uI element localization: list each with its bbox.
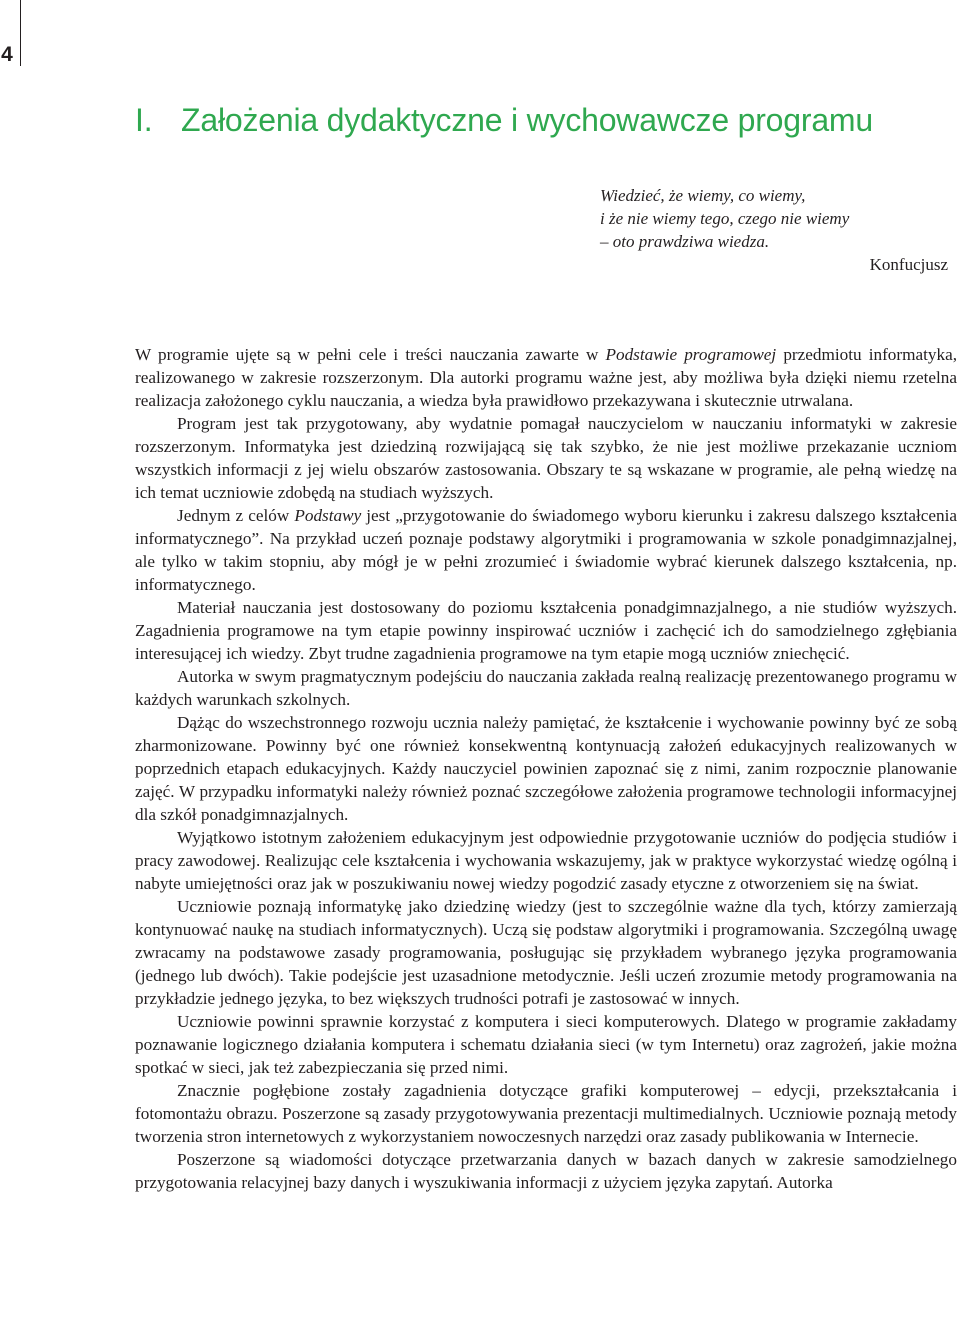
paragraph-text: W programie ujęte są w pełni cele i treści nauczania zawarte w <box>135 345 606 364</box>
chapter-heading <box>135 104 873 136</box>
paragraph-text: Dążąc do wszechstronnego rozwoju ucznia należy pamiętać, że kształcenie i wychowanie powinny być ze sobą zharmonizowane. Powinny być one również konsekwentną kontynuacją założeń edukacyjnych realizowanych w poprzednich etapach edukacyjnych. Każdy nauczyciel powinien zapoznać się z nimi, zanim rozpocznie planowanie zajęć. W przypadku informatyki należy również poznać szczegółowe założenia programowe technologii informacyjnej dla szkół ponadgimnazjalnych. <box>135 713 957 824</box>
chapter-numeral: I. <box>135 102 153 138</box>
paragraph <box>135 826 957 895</box>
paragraph <box>135 1148 957 1194</box>
margin-rule <box>20 0 21 66</box>
paragraph-text: Jednym z celów <box>177 506 295 525</box>
paragraph <box>135 596 957 665</box>
paragraph-text: Znacznie pogłębione zostały zagadnienia dotyczące grafiki komputerowej – edycji, przekształcania i fotomontażu obrazu. Poszerzone są zasady przygotowywania prezentacji multimedialnych. Uczniowie poznają metody tworzenia stron internetowych z wykorzystaniem nowoczesnych narzędzi oraz zasady publikowania w Internecie. <box>135 1081 957 1146</box>
motto-author: Konfucjusz <box>869 255 948 274</box>
paragraph <box>135 504 957 596</box>
motto <box>600 184 952 276</box>
paragraph <box>135 895 957 1010</box>
paragraph <box>135 665 957 711</box>
paragraph-text: Uczniowie poznają informatykę jako dziedzinę wiedzy (jest to szczególnie ważne dla tych, którzy zamierzają kontynuować naukę na studiach informatycznych). Uczą się podstaw algorytmiki i programowania. Szczególną uwagę zwracamy na podstawowe zasady programowania, posługując się przykładem wybranego języka programowania (jednego lub dwóch). Takie podejście jest uzasadnione metodycznie. Jeśli uczeń zrozumie metody programowania na przykładzie jednego języka, to bez większych trudności potrafi je zastosować w innych. <box>135 897 957 1008</box>
paragraph <box>135 711 957 826</box>
paragraph-text: Materiał nauczania jest dostosowany do poziomu kształcenia ponadgimnazjalnego, a nie studiów wyższych. Zagadnienia programowe na tym etapie powinny inspirować uczniów i zachęcić ich do samodzielnego zgłębiania interesującej ich wiedzy. Zbyt trudne zagadnienia programowe na tym etapie mogą uczniów zniechęcić. <box>135 598 957 663</box>
paragraph-text: Poszerzone są wiadomości dotyczące przetwarzania danych w bazach danych w zakresie samodzielnego przygotowania relacyjnej bazy danych i wyszukiwania informacji z użyciem języka zapytań. Autorka <box>135 1150 957 1192</box>
chapter-title: Założenia dydaktyczne i wychowawcze programu <box>181 102 873 138</box>
paragraph-text: Uczniowie powinni sprawnie korzystać z komputera i sieci komputerowych. Dlatego w programie zakładamy poznawanie logicznego działania komputera i schematu działania sieci (w tym Internetu) oraz zagrożeń, jakie można spotkać w sieci, jak też zabezpieczania się przed nimi. <box>135 1012 957 1077</box>
motto-line: i że nie wiemy tego, czego nie wiemy <box>600 209 850 228</box>
page-number: 4 <box>1 43 13 66</box>
emphasis: Podstawy <box>294 506 362 525</box>
paragraph-text: Wyjątkowo istotnym założeniem edukacyjnym jest odpowiednie przygotowanie uczniów do podjęcia studiów i pracy zawodowej. Realizując cele kształcenia i wychowania wskazujemy, jak w praktyce wykorzystać wiedzę ogólną i nabyte umiejętności oraz jak w poszukiwaniu nowej wiedzy pogodzić zasady etyczne z otworzeniem się na świat. <box>135 828 957 893</box>
paragraph-text: Program jest tak przygotowany, aby wydatnie pomagał nauczycielom w nauczaniu informatyki w zakresie rozszerzonym. Informatyka jest dziedziną rozwijającą się tak szybko, że nie jest możliwe przekazanie uczniom wszystkich informacji z jej wielu obszarów zastosowania. Obszary te są wskazane w programie, ale pełną wiedzę na ich temat uczniowie zdobędą na studiach wyższych. <box>135 414 957 502</box>
paragraph-text: jest „przygotowanie do świadomego wyboru kierunku i zakresu dalszego kształcenia informatycznego”. Na przykład uczeń poznaje podstawy algorytmiki i programowania w szkole ponadgimnazjalnej, ale tylko w takim stopniu, aby mógł je w pełni zrozumieć i świadomie wybrać kierunek dalszego kształcenia, np. informatycznego. <box>135 506 957 594</box>
paragraph-text: Autorka w swym pragmatycznym podejściu do nauczania zakłada realną realizację prezentowanego programu w każdych warunkach szkolnych. <box>135 667 957 709</box>
paragraph <box>135 1010 957 1079</box>
emphasis: Podstawie programowej <box>605 345 777 364</box>
paragraph <box>135 412 957 504</box>
body-text <box>135 343 957 1194</box>
motto-line: – oto prawdziwa wiedza. <box>600 232 770 251</box>
paragraph-text: przedmiotu informatyka, realizowanego w zakresie rozszerzonym. Dla autorki programu ważne jest, aby możliwa była dzięki niemu rzetelna realizacja założonego cyklu nauczania, a wiedza była prawidłowo przekazywana i skutecznie utrwalana. <box>135 345 958 410</box>
motto-line: Wiedzieć, że wiemy, co wiemy, <box>600 186 806 205</box>
paragraph <box>135 1079 957 1148</box>
paragraph <box>135 343 957 412</box>
